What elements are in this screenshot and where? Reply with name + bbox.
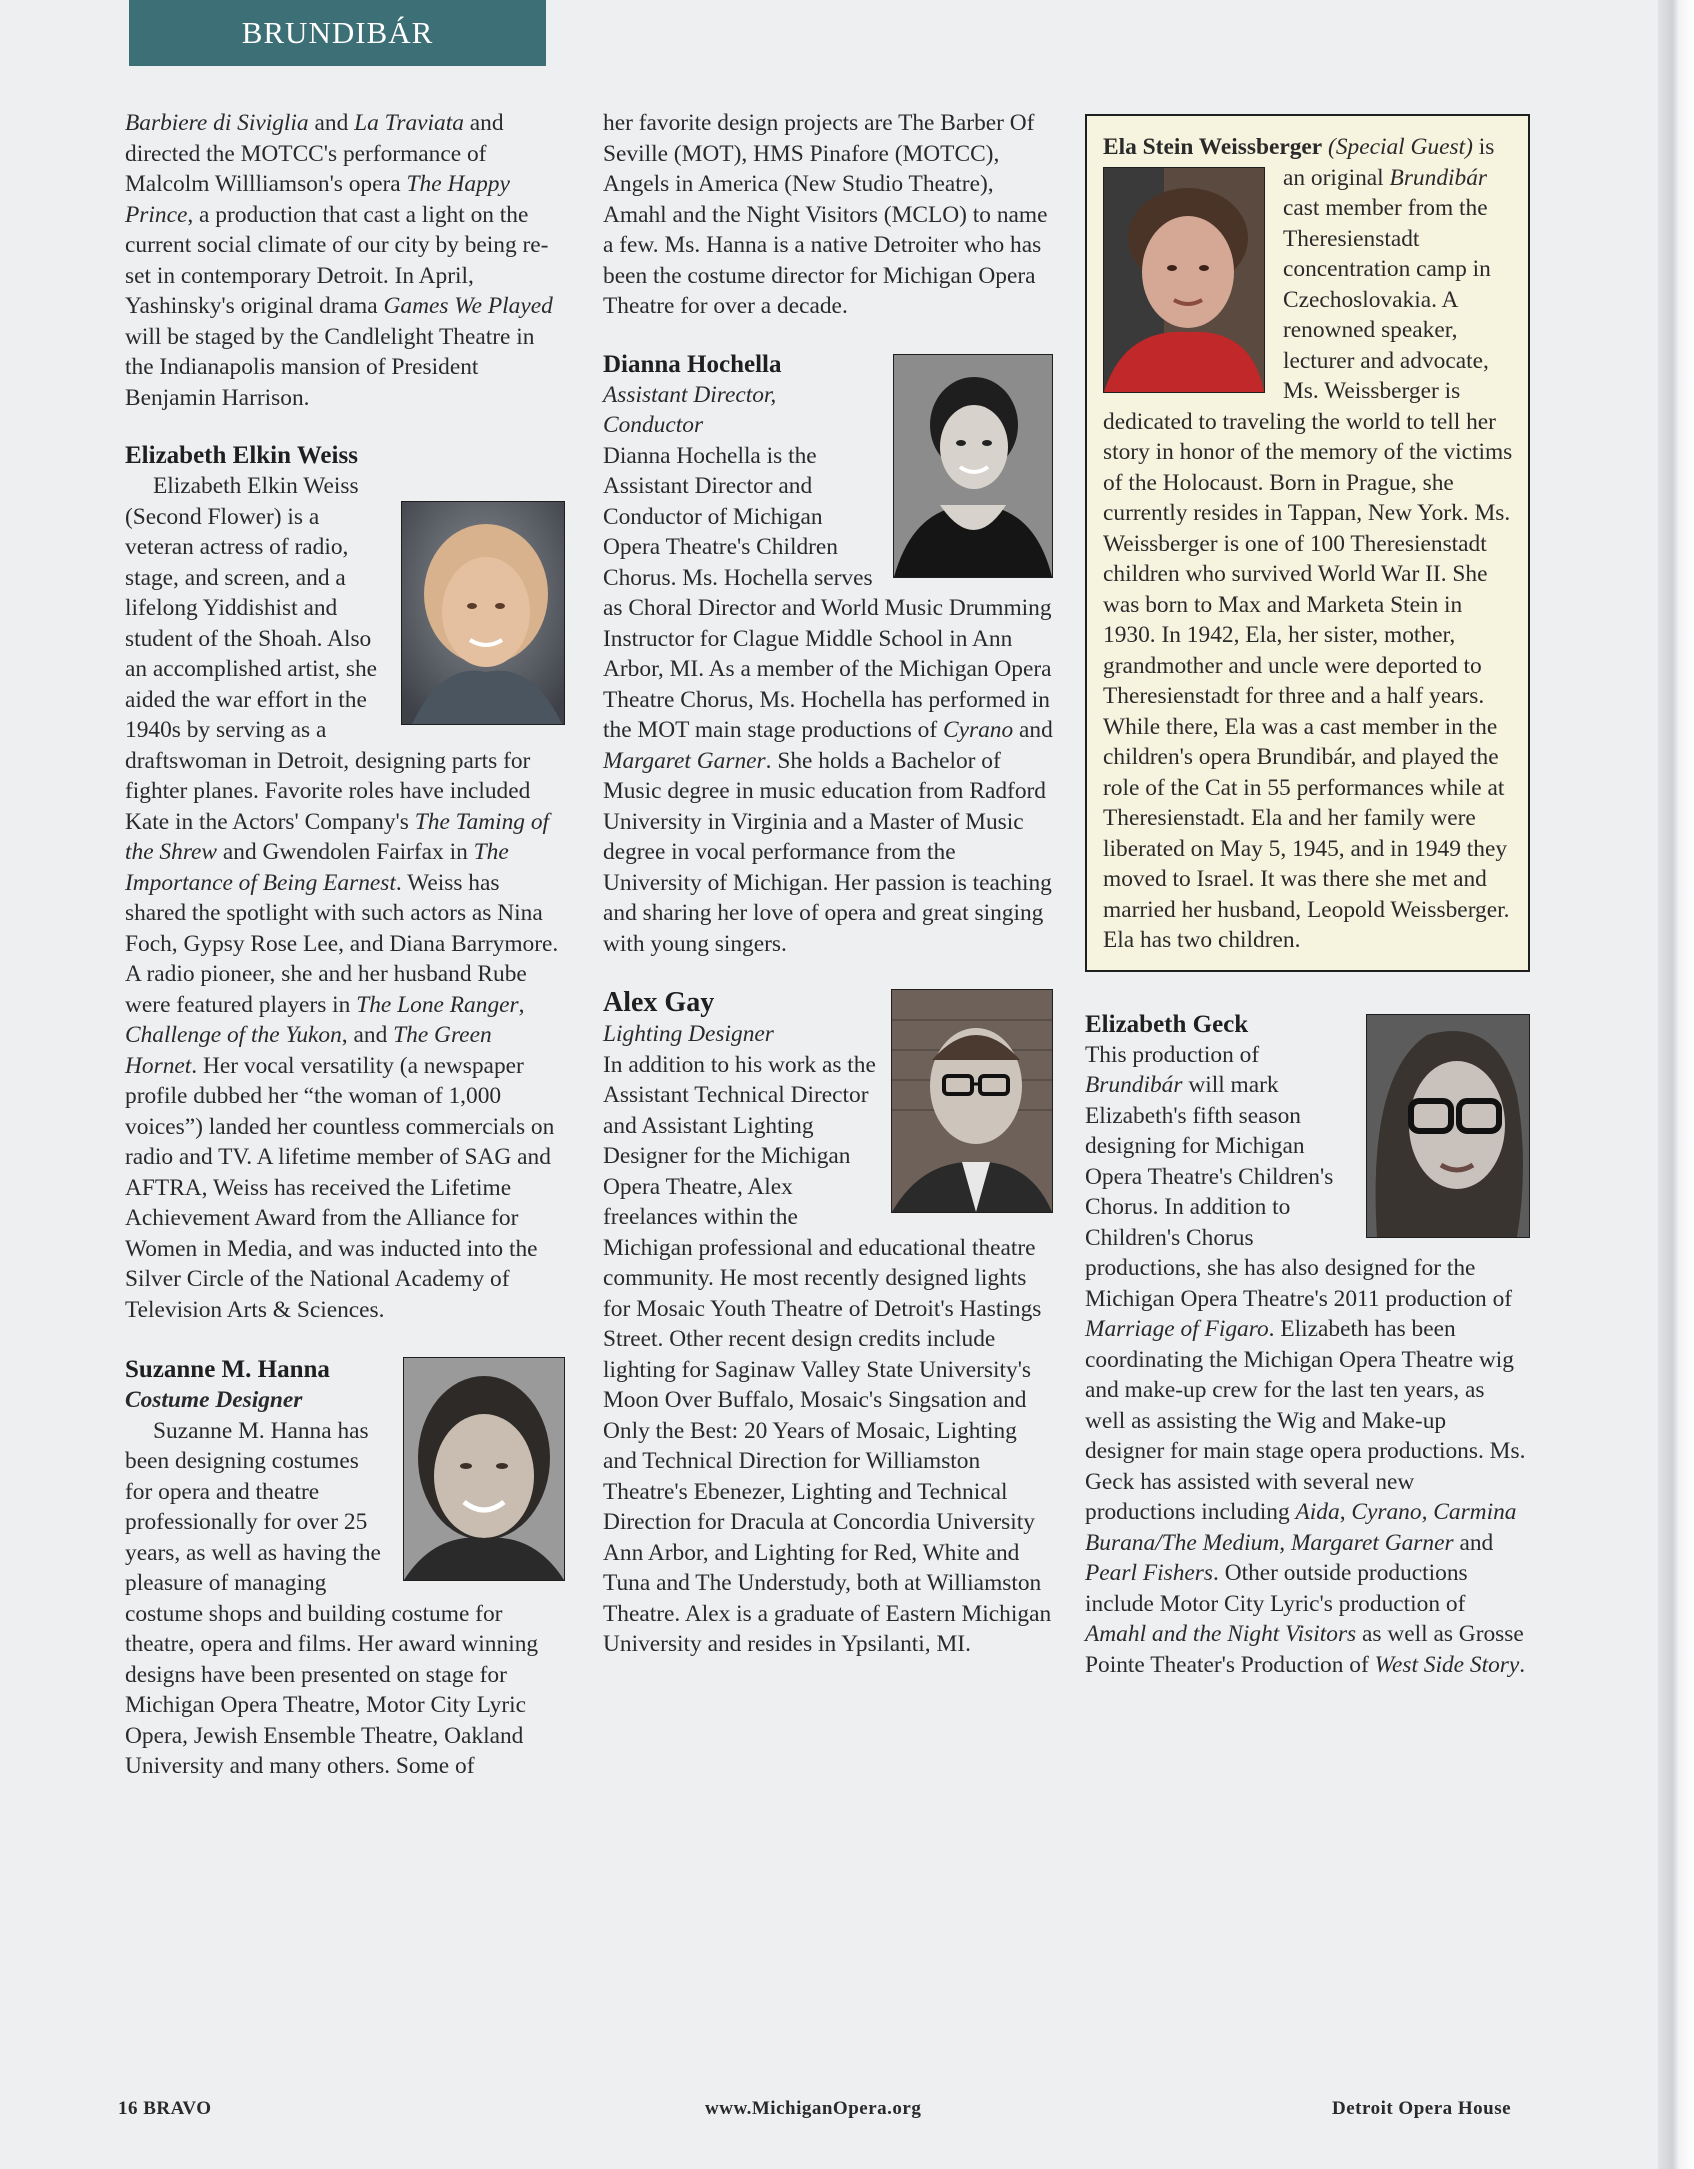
column-2 [603, 108, 1053, 1660]
portrait-photo-icon [894, 355, 1052, 577]
bio-name-hanna: Suzanne M. Hanna [125, 1356, 330, 1383]
intro-paragraph: Barbiere di Siviglia and La Traviata and directed the MOTCC's performance of Malcolm Willliamson's opera The Happy Prince, a production that cast a light on the current social climate of our city by being re-set in contemporary Detroit. In April, Yashinsky's original drama Games We Played will be staged by the Candlelight Theatre in the Indianapolis mansion of President Benjamin Harrison. [125, 110, 553, 411]
bio-name-weiss: Elizabeth Elkin Weiss [125, 442, 358, 469]
special-guest-box [1085, 114, 1530, 972]
portrait-photo-icon [1367, 1015, 1529, 1237]
bio-text-weissberger: is an original Brundibár cast member from the Theresienstadt concentration camp in Czechoslovakia. A renowned speaker, lecturer and advocate, Ms. Weissberger is dedicated to traveling the world to tell her story in honor of the memory of the victims of the Holocaust. Born in Prague, she currently resides in Tappan, New York. Ms. Weissberger is one of 100 Theresienstadt children who survived World War II. She was born to Max and Marketa Stein in 1930. In 1942, Ela, her sister, mother, grandmother and uncle were deported to Theresienstadt for three and a half years. While there, Ela was a cast member in the children's opera Brundibár, and played the role of the Cat in 55 performances while at Theresienstadt. Ela and her family were liberated on May 5, 1945, and in 1949 they moved to Israel. It was there she met and married her husband, Leopold Weissberger. Ela has two children. [1103, 134, 1513, 953]
bio-name-gay: Alex Gay [603, 987, 715, 1018]
bio-text-gay: In addition to his work as the Assistant Technical Director and Assistant Lighting Designer for the Michigan Opera Theatre, Alex freelances within the Michigan professional and educational theatre community. He most recently designed lights for Mosaic Youth Theatre of Detroit's Hastings Street. Other recent design credits include lighting for Saginaw Valley State University's Moon Over Buffalo, Mosaic's Singsation and Only the Best: 20 Years of Mosaic, Lighting and Technical Direction for Williamston Theatre's Ebenezer, Lighting and Technical Direction for Dracula at Concordia University Ann Arbor, and Lighting for Red, White and Tuna and The Understudy, both at Williamston Theatre. Alex is a graduate of Eastern Michigan University and resides in Ypsilanti, MI. [603, 1051, 1052, 1657]
bio-role-weissberger: (Special Guest) [1328, 134, 1473, 160]
portrait-photo-icon [1104, 168, 1264, 392]
bio-role-hanna: Costume Designer [125, 1387, 303, 1413]
portrait-photo-hochella [893, 354, 1053, 578]
portrait-photo-icon [892, 990, 1052, 1212]
page-edge-shadow [1658, 0, 1694, 2169]
portrait-photo-icon [402, 502, 564, 724]
portrait-photo-gay [891, 989, 1053, 1213]
portrait-photo-weissberger [1103, 167, 1265, 393]
bio-text-weiss: Elizabeth Elkin Weiss (Second Flower) is a veteran actress of radio, stage, and screen, and a lifelong Yiddishist and student of the Shoah. Also an accomplished artist, she aided the war effort in the 1940s by serving as a draftswoman in Detroit, designing parts for fighter planes. Favorite roles have included Kate in the Actors' Company's The Taming of the Shrew and Gwendolen Fairfax in The Importance of Being Earnest. Weiss has shared the spotlight with such actors as Nina Foch, Gypsy Rose Lee, and Diana Barrymore. A radio pioneer, she and her husband Rube were featured players in The Lone Ranger, Challenge of the Yukon, and The Green Hornet. Her vocal versatility (a newspaper profile dubbed her “the woman of 1,000 voices”) landed her countless commercials on radio and TV. A lifetime member of SAG and AFTRA, Weiss has received the Lifetime Achievement Award from the Alliance for Women in Media, and was inducted into the Silver Circle of the National Academy of Television Arts & Sciences. [125, 473, 559, 1323]
bio-role-gay: Lighting Designer [603, 1021, 774, 1047]
bio-name-geck: Elizabeth Geck [1085, 1010, 1249, 1038]
bio-text-geck: This production of Brundibár will mark Elizabeth's fifth season designing for Michigan Opera Theatre's Children's Chorus. In addition to Children's Chorus productions, she has also designed for the Michigan Opera Theatre's 2011 production of Marriage of Figaro. Elizabeth has been coordinating the Michigan Opera Theatre wig and make-up crew for the last ten years, as well as assisting the Wig and Make-up designer for main stage opera productions. Ms. Geck has assisted with several new productions including Aida, Cyrano, Carmina Burana/The Medium, Margaret Garner and Pearl Fishers. Other outside productions include Motor City Lyric's production of Amahl and the Night Visitors as well as Grosse Pointe Theater's Production of West Side Story. [1085, 1041, 1526, 1678]
bio-name-hochella: Dianna Hochella [603, 350, 782, 378]
column-3 [1085, 114, 1530, 1680]
footer-website: www.MichiganOpera.org [705, 2098, 922, 2119]
footer-venue: Detroit Opera House [1332, 2098, 1512, 2119]
footer-page-number: 16 BRAVO [118, 2098, 212, 2119]
bio-text-hochella: Dianna Hochella is the Assistant Director and Conductor of Michigan Opera Theatre's Children Chorus. Ms. Hochella serves as Choral Director and World Music Drumming Instructor for Clague Middle School in Ann Arbor, MI. As a member of the Michigan Opera Theatre Chorus, Ms. Hochella has performed in the MOT main stage productions of Cyrano and Margaret Garner. She holds a Bachelor of Music degree in music education from Radford University in Virginia and a Master of Music degree in vocal performance from the University of Michigan. Her passion is teaching and sharing her love of opera and great singing with young singers. [603, 442, 1053, 957]
bio-role-hochella: Assistant Director, Conductor [603, 381, 777, 438]
column-1 [125, 108, 565, 1782]
section-header [129, 0, 546, 66]
bio-text-hanna: Suzanne M. Hanna has been designing costumes for opera and theatre professionally for over 25 years, as well as having the pleasure of managing costume shops and building costume for theatre, opera and films. Her award winning designs have been presented on stage for Michigan Opera Theatre, Motor City Lyric Opera, Jewish Ensemble Theatre, Oakland University and many others. Some of [125, 1417, 539, 1779]
portrait-photo-icon [404, 1358, 564, 1580]
hanna-bio-continued: her favorite design projects are The Barber Of Seville (MOT), HMS Pinafore (MOTCC), Angels in America (New Studio Theatre), Amahl and the Night Visitors (MCLO) to name a few. Ms. Hanna is a native Detroiter who has been the costume director for Michigan Opera Theatre for over a decade. [603, 110, 1048, 319]
bio-name-weissberger: Ela Stein Weissberger [1103, 134, 1323, 160]
section-title: BRUNDIBÁR [241, 15, 434, 50]
portrait-photo-weiss [401, 501, 565, 725]
portrait-photo-hanna [403, 1357, 565, 1581]
portrait-photo-geck [1366, 1014, 1530, 1238]
weissberger-heading [1103, 132, 1514, 956]
